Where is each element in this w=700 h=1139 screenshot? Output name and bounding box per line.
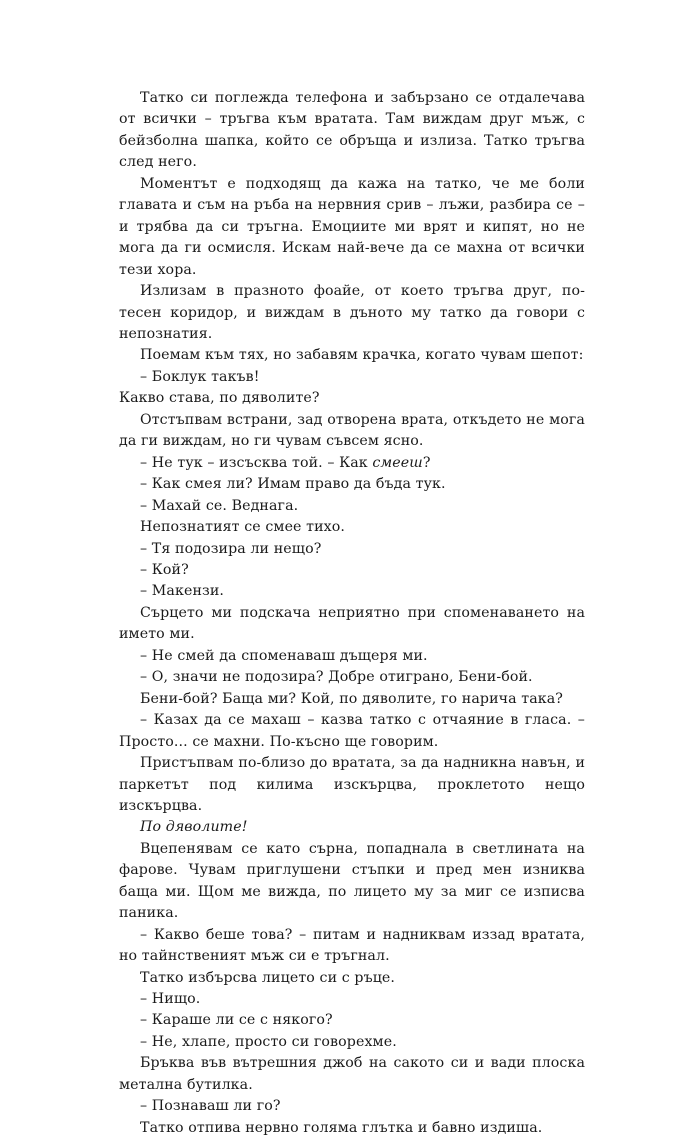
paragraph: Отстъпвам встрани, зад отворена врата, откъдето не мога да ги виждам, но ги чувам съвсем ясно.: [119, 411, 585, 450]
paragraph: Сърцето ми подскача неприятно при споменаването на името ми.: [119, 604, 585, 643]
paragraph: Пристъпвам по-близо до вратата, за да надникна навън, и паркетът под килима изскърцва, проклетото нещо изскърцва.: [119, 755, 585, 814]
dialogue-line: – Казах да се махаш – казва татко с отчаяние в гласа. – Просто... се махни. По-късно ще говорим.: [119, 712, 585, 750]
dialogue-line: – Какво беше това? – питам и надниквам иззад вратата, но тайнственият мъж си е тръгнал.: [119, 926, 585, 965]
paragraph: Татко отпива нервно голяма глътка и бавно издиша.: [140, 1119, 543, 1136]
dialogue-line: – Боклук такъв!: [140, 368, 260, 385]
dialogue-line: – Не, хлапе, просто си говорехме.: [140, 1033, 397, 1050]
dialogue-line: – Как смея ли? Имам право да бъда тук.: [140, 476, 446, 493]
dialogue-text: ?: [422, 454, 431, 471]
dialogue-line: [119, 453, 585, 474]
paragraph: Татко си поглежда телефона и забързано се отдалечава от всички – тръгва към вратата. Там виждам друг мъж, с бейзболна шапка, който се обръща и излиза. Татко тръгва след него.: [119, 90, 585, 171]
italic-thought: По дяволите!: [140, 819, 248, 836]
paragraph: Татко избърсва лицето си с ръце.: [140, 969, 396, 986]
dialogue-line: – Тя подозира ли нещо?: [140, 540, 322, 557]
dialogue-line: – Махай се. Веднага.: [140, 497, 299, 514]
dialogue-line: – Караше ли се с някого?: [140, 1012, 333, 1029]
paragraph: Бръква във вътрешния джоб на сакото си и вади плоска метална бутилка.: [119, 1055, 585, 1093]
dialogue-line: – Познаваш ли го?: [140, 1098, 281, 1115]
paragraph: Какво става, по дяволите?: [119, 390, 320, 407]
paragraph: Излизам в празното фоайе, от което тръгва друг, по-тесен коридор, и виждам в дъното му татко да говори с непознатия.: [119, 283, 585, 342]
dialogue-line: – О, значи не подозира? Добре отиграно, Бени-бой.: [140, 669, 533, 686]
paragraph: [119, 817, 585, 838]
dialogue-text: – Не тук – изсъсква той. – Как: [140, 454, 373, 471]
dialogue-line: – Не смей да споменаваш дъщеря ми.: [140, 647, 428, 664]
page-body-text: [119, 88, 585, 1139]
dialogue-line: – Макензи.: [140, 583, 225, 600]
italic-emphasis: смееш: [372, 454, 423, 471]
dialogue-line: – Нищо.: [140, 991, 201, 1008]
paragraph: Моментът е подходящ да кажа на татко, че ме боли главата и съм на ръба на нервния срив – лъжи, разбира се – и трябва да си тръгна. Емоциите ми врят и кипят, но не мога да ги осмисля. Искам най-вече да се махна от всички тези хора.: [119, 175, 585, 278]
paragraph: Поемам към тях, но забавям крачка, когато чувам шепот:: [140, 347, 584, 364]
paragraph: Непознатият се смее тихо.: [140, 519, 346, 536]
paragraph: Вцепенявам се като сърна, попаднала в светлината на фарове. Чувам приглушени стъпки и пред мен изниква баща ми. Щом ме вижда, по лицето му за миг се изписва паника.: [119, 840, 585, 922]
dialogue-line: – Кой?: [140, 561, 189, 578]
paragraph: Бени-бой? Баща ми? Кой, по дяволите, го нарича така?: [140, 690, 564, 707]
